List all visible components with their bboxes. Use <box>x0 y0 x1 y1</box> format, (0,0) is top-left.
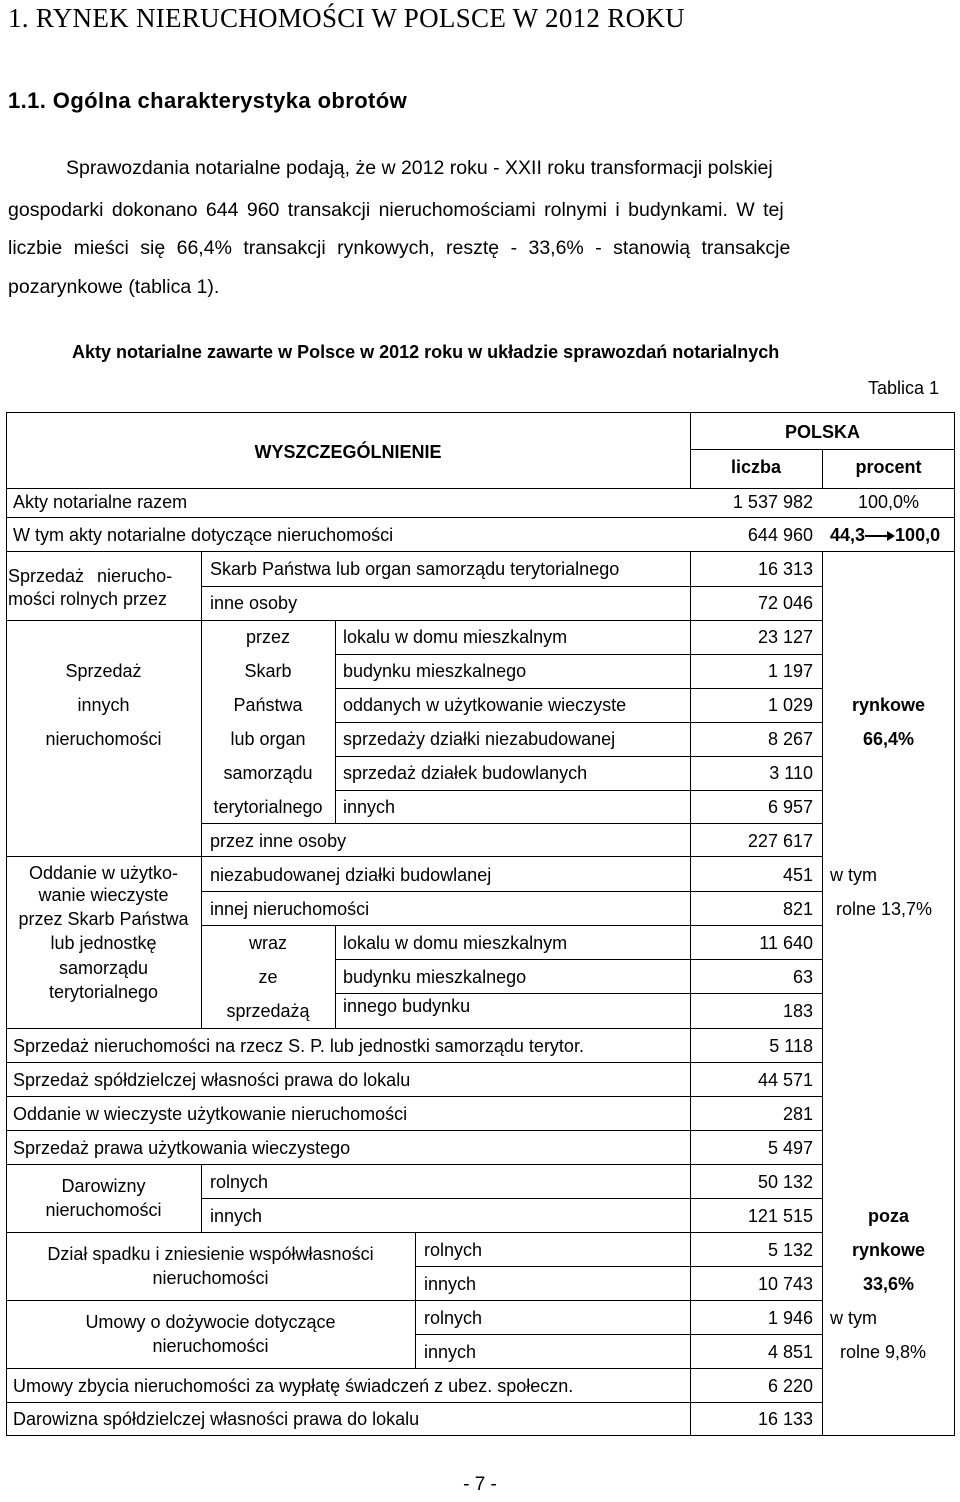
row-label: budynku mieszkalnego <box>343 661 527 681</box>
column-header-group: POLSKA <box>784 422 860 442</box>
section-heading: 1.1. Ogólna charakterystyka obrotów <box>8 88 408 113</box>
nonmarket-label: poza <box>867 1206 909 1226</box>
subgroup-label: ze <box>258 967 278 987</box>
row-value: 183 <box>782 1001 813 1021</box>
nonmarket-label: rynkowe <box>851 1240 926 1260</box>
row-label: rolnych <box>210 1172 269 1192</box>
subgroup-label: Państwa <box>233 695 303 715</box>
row-value: 11 640 <box>759 933 813 953</box>
group-label: Dział spadku i zniesienie współwłasności <box>47 1244 374 1264</box>
row-value: 4 851 <box>767 1342 813 1362</box>
subgroup-label: wraz <box>248 933 287 953</box>
row-value: 44 571 <box>757 1070 813 1090</box>
row-label: lokalu w domu mieszkalnym <box>343 933 568 953</box>
row-label: Sprzedaż spółdzielczej własności prawa do lokalu <box>13 1070 411 1090</box>
pct-part: 100,0 <box>895 525 941 545</box>
row-value: 227 617 <box>747 831 813 851</box>
row-value: 50 132 <box>757 1172 813 1192</box>
row-label: budynku mieszkalnego <box>343 967 527 987</box>
group-label: Sprzedaż nierucho- <box>8 566 173 586</box>
row-label: rolnych <box>424 1240 483 1260</box>
subgroup-label: sprzedażą <box>226 1001 310 1021</box>
row-value: 1 197 <box>767 661 813 681</box>
row-label: inne osoby <box>210 593 298 613</box>
row-value: 821 <box>782 899 813 919</box>
nonmarket-pct: 33,6% <box>862 1274 915 1294</box>
row-label: Skarb Państwa lub organ samorządu terytorialnego <box>210 559 620 579</box>
row-value: 6 220 <box>767 1376 813 1396</box>
nonmarket-sub: rolne 9,8% <box>840 1342 927 1362</box>
row-label: innej nieruchomości <box>210 899 370 919</box>
row-label: innych <box>424 1342 477 1362</box>
column-header-pct: procent <box>855 457 922 477</box>
row-value: 5 118 <box>769 1036 813 1056</box>
row-value: 16 313 <box>757 559 813 579</box>
row-value: 63 <box>792 967 813 987</box>
row-value: 121 515 <box>747 1206 813 1226</box>
row-label: Akty notarialne razem <box>13 492 188 512</box>
group-label: innych <box>77 695 130 715</box>
column-header-main: WYSZCZEGÓLNIENIE <box>254 442 442 462</box>
row-label: Oddanie w wieczyste użytkowanie nieruchomości <box>13 1104 408 1124</box>
row-value: 1 029 <box>767 695 813 715</box>
row-label: Umowy zbycia nieruchomości za wypłatę świadczeń z ubez. społeczn. <box>13 1376 574 1396</box>
row-value: 72 046 <box>757 593 813 613</box>
subgroup-label: lub organ <box>230 729 306 749</box>
row-value: 8 267 <box>767 729 813 749</box>
row-value: 5 132 <box>767 1240 813 1260</box>
row-value: 6 957 <box>767 797 813 817</box>
row-label: innego budynku <box>343 996 471 1016</box>
market-sub: rolne 13,7% <box>836 899 933 919</box>
chapter-heading: 1. RYNEK NIERUCHOMOŚCI W POLSCE W 2012 ROKU <box>8 3 685 33</box>
row-label: rolnych <box>424 1308 483 1328</box>
paragraph-line: pozarynkowe (tablica 1). <box>8 276 220 298</box>
row-value: 644 960 <box>747 525 813 545</box>
row-label: przez inne osoby <box>210 831 347 851</box>
group-label: wanie wieczyste <box>38 885 169 905</box>
column-header-count: liczba <box>730 457 782 477</box>
subgroup-label: Skarb <box>244 661 292 681</box>
row-value: 16 133 <box>757 1409 813 1429</box>
row-label: innych <box>210 1206 263 1226</box>
row-value: 3 110 <box>769 763 813 783</box>
group-label: Umowy o dożywocie dotyczące <box>85 1312 336 1332</box>
row-label: sprzedaż działek budowlanych <box>343 763 588 783</box>
row-label: sprzedaży działki niezabudowanej <box>343 729 616 749</box>
group-label: mości rolnych przez <box>8 589 168 609</box>
group-label: lub jednostkę <box>50 933 157 953</box>
row-pct: 100,0% <box>857 492 920 512</box>
row-value: 5 497 <box>767 1138 813 1158</box>
row-label: lokalu w domu mieszkalnym <box>343 627 568 647</box>
subgroup-label: przez <box>245 627 290 647</box>
arrow-right-icon <box>865 530 895 542</box>
group-label: Oddanie w użytko- <box>28 863 179 883</box>
row-label: Darowizna spółdzielczej własności prawa do lokalu <box>13 1409 420 1429</box>
group-label: terytorialnego <box>48 982 159 1002</box>
paragraph-line: Sprawozdania notarialne podają, że w 2012 roku - XXII roku transformacji polskiej <box>66 157 773 179</box>
group-label: nieruchomości <box>152 1336 269 1356</box>
row-label: Sprzedaż nieruchomości na rzecz S. P. lub jednostki samorządu terytor. <box>13 1036 584 1056</box>
group-label: Darowizny <box>61 1176 146 1196</box>
row-value: 1 946 <box>767 1308 813 1328</box>
pct-part: 44,3 <box>830 525 866 545</box>
group-label: przez Skarb Państwa <box>18 909 189 929</box>
group-label: samorządu <box>58 958 149 978</box>
row-pct-arrow <box>830 524 940 546</box>
table-label: Tablica 1 <box>868 378 940 398</box>
row-label: niezabudowanej działki budowlanej <box>210 865 492 885</box>
row-label: Sprzedaż prawa użytkowania wieczystego <box>13 1138 351 1158</box>
row-value: 1 537 982 <box>732 492 813 512</box>
subgroup-label: samorządu <box>223 763 313 783</box>
subgroup-label: terytorialnego <box>213 797 323 817</box>
row-value: 451 <box>782 865 813 885</box>
paragraph-line: gospodarki dokonano 644 960 transakcji nieruchomościami rolnymi i budynkami. W tej <box>8 199 784 221</box>
row-value: 23 127 <box>757 627 813 647</box>
paragraph-line: liczbie mieści się 66,4% transakcji rynkowych, resztę - 33,6% - stanowią transakcje <box>8 237 791 259</box>
nonmarket-sub: w tym <box>830 1308 877 1328</box>
page-number: - 7 - <box>463 1474 497 1495</box>
market-pct: 66,4% <box>862 729 915 749</box>
row-value: 10 743 <box>757 1274 813 1294</box>
group-label: nieruchomości <box>45 729 162 749</box>
row-value: 281 <box>782 1104 813 1124</box>
row-label: innych <box>343 797 396 817</box>
table-caption: Akty notarialne zawarte w Polsce w 2012 roku w układzie sprawozdań notarialnych <box>72 342 780 362</box>
row-label: W tym akty notarialne dotyczące nieruchomości <box>13 525 394 545</box>
group-label: Sprzedaż <box>65 661 142 681</box>
market-label: rynkowe <box>851 695 926 715</box>
group-label: nieruchomości <box>152 1268 269 1288</box>
market-sub: w tym <box>830 865 877 885</box>
group-label: nieruchomości <box>45 1200 162 1220</box>
row-label: innych <box>424 1274 477 1294</box>
row-label: oddanych w użytkowanie wieczyste <box>343 695 627 715</box>
